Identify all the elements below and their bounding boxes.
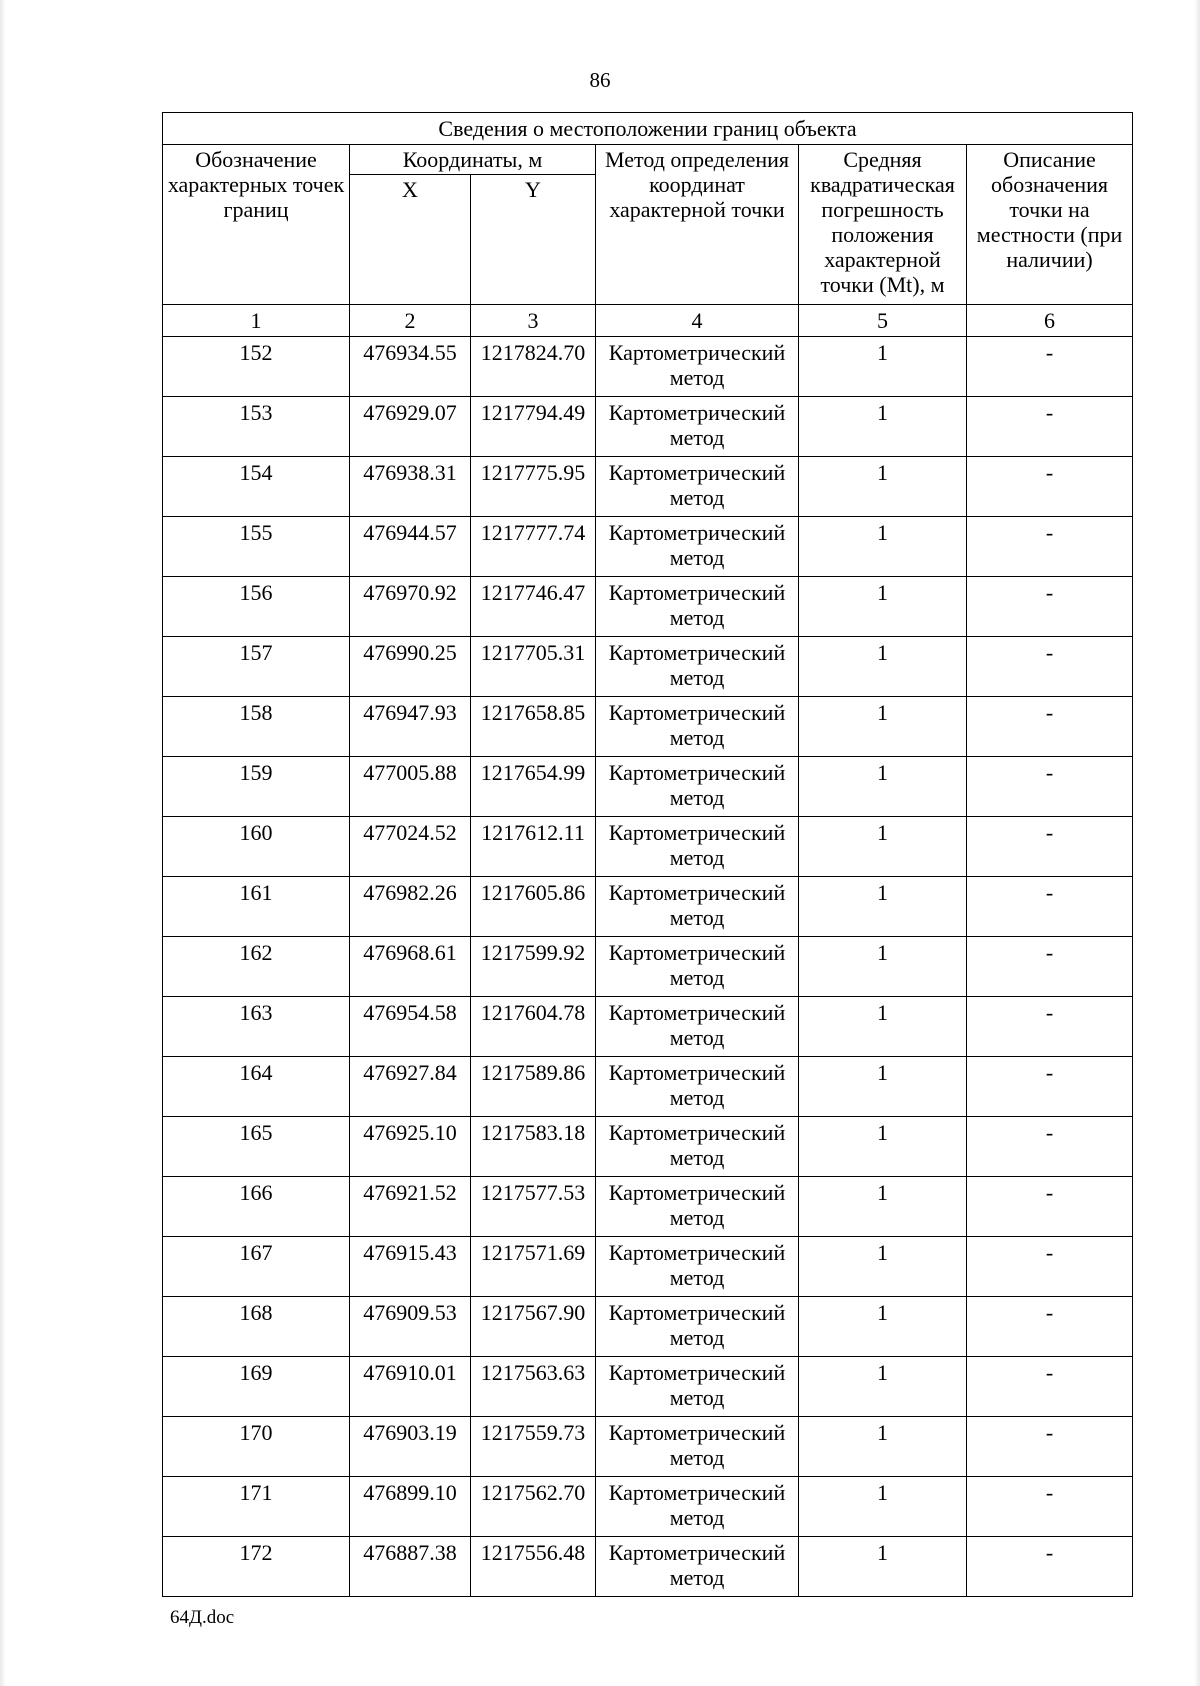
cell-point: 158	[163, 697, 350, 757]
cell-method: Картометрический метод	[596, 757, 799, 817]
cell-x: 476915.43	[350, 1237, 471, 1297]
cell-point: 170	[163, 1417, 350, 1477]
column-number: 2	[350, 305, 471, 337]
cell-description: -	[967, 1237, 1133, 1297]
cell-method: Картометрический метод	[596, 1477, 799, 1537]
cell-y: 1217559.73	[471, 1417, 596, 1477]
cell-y: 1217775.95	[471, 457, 596, 517]
cell-y: 1217612.11	[471, 817, 596, 877]
table-row	[163, 1177, 1133, 1237]
cell-method: Картометрический метод	[596, 1117, 799, 1177]
table-row	[163, 1417, 1133, 1477]
table-row	[163, 1357, 1133, 1417]
cell-error: 1	[799, 757, 967, 817]
cell-method: Картометрический метод	[596, 1357, 799, 1417]
column-number-row	[163, 305, 1133, 337]
header-method: Метод определения координат характерной точки	[596, 145, 799, 305]
cell-x: 476947.93	[350, 697, 471, 757]
header-y: Y	[471, 175, 596, 305]
table-caption: Сведения о местоположении границ объекта	[163, 113, 1133, 145]
cell-method: Картометрический метод	[596, 1057, 799, 1117]
cell-y: 1217577.53	[471, 1177, 596, 1237]
cell-method: Картометрический метод	[596, 337, 799, 397]
cell-y: 1217658.85	[471, 697, 596, 757]
cell-description: -	[967, 637, 1133, 697]
cell-error: 1	[799, 1477, 967, 1537]
table-header	[163, 113, 1133, 337]
header-error: Средняя квадратическая погрешность положения характерной точки (Mt), м	[799, 145, 967, 305]
table-row	[163, 577, 1133, 637]
table-row	[163, 517, 1133, 577]
cell-y: 1217654.99	[471, 757, 596, 817]
cell-description: -	[967, 1177, 1133, 1237]
cell-method: Картометрический метод	[596, 1297, 799, 1357]
cell-x: 476938.31	[350, 457, 471, 517]
cell-description: -	[967, 1477, 1133, 1537]
column-number: 4	[596, 305, 799, 337]
cell-point: 156	[163, 577, 350, 637]
column-number: 3	[471, 305, 596, 337]
cell-description: -	[967, 517, 1133, 577]
cell-point: 155	[163, 517, 350, 577]
cell-method: Картометрический метод	[596, 517, 799, 577]
cell-x: 476899.10	[350, 1477, 471, 1537]
cell-description: -	[967, 397, 1133, 457]
header-point: Обозначение характерных точек границ	[163, 145, 350, 305]
column-number: 6	[967, 305, 1133, 337]
cell-y: 1217705.31	[471, 637, 596, 697]
table-row	[163, 457, 1133, 517]
cell-error: 1	[799, 397, 967, 457]
cell-error: 1	[799, 1177, 967, 1237]
cell-point: 164	[163, 1057, 350, 1117]
cell-x: 476903.19	[350, 1417, 471, 1477]
cell-x: 476968.61	[350, 937, 471, 997]
cell-x: 477005.88	[350, 757, 471, 817]
cell-description: -	[967, 1417, 1133, 1477]
cell-y: 1217824.70	[471, 337, 596, 397]
cell-point: 165	[163, 1117, 350, 1177]
table-row	[163, 1117, 1133, 1177]
cell-x: 476934.55	[350, 337, 471, 397]
cell-point: 163	[163, 997, 350, 1057]
cell-x: 476910.01	[350, 1357, 471, 1417]
table-row	[163, 1237, 1133, 1297]
cell-error: 1	[799, 1357, 967, 1417]
cell-error: 1	[799, 877, 967, 937]
header-coordinates: Координаты, м	[350, 145, 596, 175]
cell-description: -	[967, 877, 1133, 937]
cell-y: 1217599.92	[471, 937, 596, 997]
table-row	[163, 757, 1133, 817]
header-description: Описание обозначения точки на местности (при наличии)	[967, 145, 1133, 305]
cell-x: 476925.10	[350, 1117, 471, 1177]
cell-method: Картометрический метод	[596, 1537, 799, 1597]
cell-error: 1	[799, 457, 967, 517]
cell-x: 477024.52	[350, 817, 471, 877]
cell-y: 1217589.86	[471, 1057, 596, 1117]
cell-method: Картометрический метод	[596, 457, 799, 517]
cell-point: 160	[163, 817, 350, 877]
cell-point: 172	[163, 1537, 350, 1597]
file-name: 64Д.doc	[170, 1607, 235, 1628]
cell-method: Картометрический метод	[596, 1237, 799, 1297]
cell-point: 168	[163, 1297, 350, 1357]
cell-point: 167	[163, 1237, 350, 1297]
cell-x: 476982.26	[350, 877, 471, 937]
cell-y: 1217563.63	[471, 1357, 596, 1417]
cell-error: 1	[799, 1117, 967, 1177]
cell-error: 1	[799, 1237, 967, 1297]
cell-description: -	[967, 1117, 1133, 1177]
cell-x: 476909.53	[350, 1297, 471, 1357]
cell-point: 159	[163, 757, 350, 817]
table-body	[163, 337, 1133, 1597]
cell-description: -	[967, 817, 1133, 877]
cell-method: Картометрический метод	[596, 937, 799, 997]
cell-x: 476990.25	[350, 637, 471, 697]
cell-description: -	[967, 1057, 1133, 1117]
cell-method: Картометрический метод	[596, 577, 799, 637]
table-row	[163, 997, 1133, 1057]
page-edge-right	[1194, 0, 1200, 1686]
column-number: 1	[163, 305, 350, 337]
cell-method: Картометрический метод	[596, 397, 799, 457]
table-row	[163, 877, 1133, 937]
cell-description: -	[967, 1537, 1133, 1597]
cell-point: 157	[163, 637, 350, 697]
cell-error: 1	[799, 577, 967, 637]
cell-y: 1217794.49	[471, 397, 596, 457]
cell-description: -	[967, 577, 1133, 637]
cell-y: 1217604.78	[471, 997, 596, 1057]
cell-x: 476927.84	[350, 1057, 471, 1117]
table-row	[163, 337, 1133, 397]
cell-point: 171	[163, 1477, 350, 1537]
cell-point: 152	[163, 337, 350, 397]
table-row	[163, 817, 1133, 877]
table-row	[163, 397, 1133, 457]
cell-x: 476970.92	[350, 577, 471, 637]
cell-point: 162	[163, 937, 350, 997]
cell-error: 1	[799, 817, 967, 877]
cell-point: 166	[163, 1177, 350, 1237]
cell-method: Картометрический метод	[596, 997, 799, 1057]
cell-method: Картометрический метод	[596, 637, 799, 697]
cell-error: 1	[799, 337, 967, 397]
cell-y: 1217605.86	[471, 877, 596, 937]
cell-error: 1	[799, 997, 967, 1057]
cell-point: 169	[163, 1357, 350, 1417]
header-x: X	[350, 175, 471, 305]
cell-y: 1217567.90	[471, 1297, 596, 1357]
cell-error: 1	[799, 1417, 967, 1477]
cell-y: 1217562.70	[471, 1477, 596, 1537]
cell-method: Картометрический метод	[596, 1177, 799, 1237]
table-row	[163, 1477, 1133, 1537]
cell-point: 153	[163, 397, 350, 457]
cell-x: 476921.52	[350, 1177, 471, 1237]
cell-point: 154	[163, 457, 350, 517]
cell-description: -	[967, 337, 1133, 397]
cell-description: -	[967, 1297, 1133, 1357]
page-number: 86	[589, 68, 611, 92]
table-row	[163, 637, 1133, 697]
table-row	[163, 697, 1133, 757]
cell-error: 1	[799, 937, 967, 997]
table-row	[163, 937, 1133, 997]
cell-description: -	[967, 757, 1133, 817]
cell-description: -	[967, 697, 1133, 757]
cell-y: 1217583.18	[471, 1117, 596, 1177]
table-row	[163, 1297, 1133, 1357]
cell-y: 1217746.47	[471, 577, 596, 637]
cell-point: 161	[163, 877, 350, 937]
cell-error: 1	[799, 697, 967, 757]
cell-method: Картометрический метод	[596, 697, 799, 757]
cell-method: Картометрический метод	[596, 1417, 799, 1477]
cell-y: 1217556.48	[471, 1537, 596, 1597]
cell-error: 1	[799, 1057, 967, 1117]
cell-error: 1	[799, 637, 967, 697]
cell-method: Картометрический метод	[596, 817, 799, 877]
table-row	[163, 1057, 1133, 1117]
cell-y: 1217777.74	[471, 517, 596, 577]
cell-x: 476887.38	[350, 1537, 471, 1597]
table-row	[163, 1537, 1133, 1597]
page-edge-left	[0, 0, 6, 1686]
column-number: 5	[799, 305, 967, 337]
cell-description: -	[967, 1357, 1133, 1417]
cell-description: -	[967, 457, 1133, 517]
cell-method: Картометрический метод	[596, 877, 799, 937]
boundary-coordinates-table	[162, 112, 1133, 1597]
cell-x: 476944.57	[350, 517, 471, 577]
cell-error: 1	[799, 1537, 967, 1597]
cell-x: 476954.58	[350, 997, 471, 1057]
cell-description: -	[967, 937, 1133, 997]
cell-description: -	[967, 997, 1133, 1057]
cell-y: 1217571.69	[471, 1237, 596, 1297]
cell-x: 476929.07	[350, 397, 471, 457]
cell-error: 1	[799, 1297, 967, 1357]
cell-error: 1	[799, 517, 967, 577]
